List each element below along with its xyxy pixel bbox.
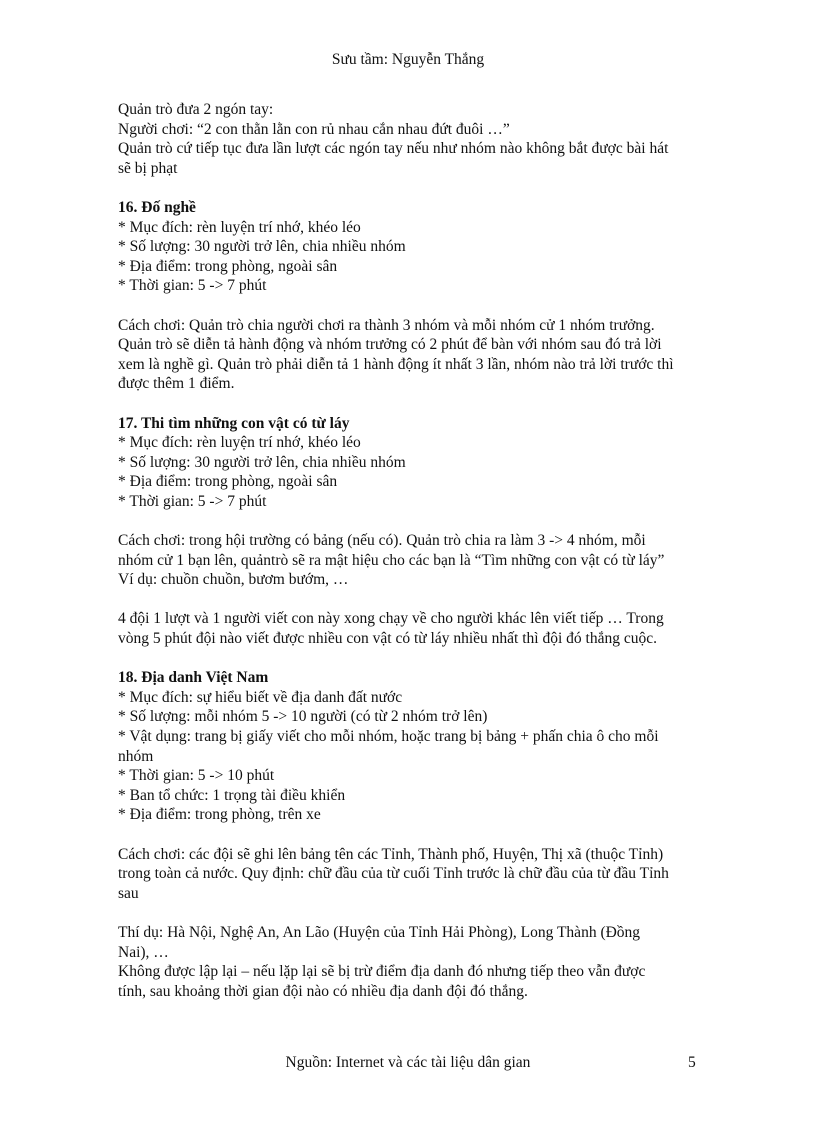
text-line: * Địa điểm: trong phòng, trên xe (118, 806, 321, 824)
text-line: nhóm (118, 747, 154, 765)
text-line: * Địa điểm: trong phòng, ngoài sân (118, 257, 338, 275)
text-line: Quản trò sẽ diễn tả hành động và nhóm trưởng có 2 phút để bàn với nhóm sau đó trả lời (118, 336, 662, 354)
text-line: * Số lượng: 30 người trở lên, chia nhiều nhóm (118, 453, 406, 471)
text-line: * Thời gian: 5 -> 7 phút (118, 492, 267, 510)
text-line: * Số lượng: mỗi nhóm 5 -> 10 người (có từ 2 nhóm trở lên) (118, 708, 488, 726)
section-heading: 16. Đố nghề (118, 198, 196, 216)
page-number: 5 (688, 1054, 696, 1071)
text-line: Nai), … (118, 943, 169, 961)
paragraph (118, 316, 700, 394)
paragraph-gap (118, 649, 700, 669)
text-line: nhóm cử 1 bạn lên, quảntrò sẽ ra mật hiệu cho các bạn là “Tìm những con vật có từ láy” (118, 551, 665, 569)
text-line: Không được lập lại – nếu lặp lại sẽ bị trừ điểm địa danh đó nhưng tiếp theo vẫn được (118, 963, 646, 981)
text-line: * Số lượng: 30 người trở lên, chia nhiều nhóm (118, 238, 406, 256)
page-header: Sưu tầm: Nguyễn Thắng (331, 51, 485, 68)
paragraph (118, 845, 700, 904)
footer-source-text: Nguồn: Internet và các tài liệu dân gian (285, 1054, 531, 1071)
text-line: Cách chơi: Quản trò chia người chơi ra thành 3 nhóm và mỗi nhóm cử 1 nhóm trưởng. (118, 316, 655, 334)
text-line: * Vật dụng: trang bị giấy viết cho mỗi nhóm, hoặc trang bị bảng + phấn chia ô cho mỗi (118, 728, 659, 745)
text-line: Quản trò đưa 2 ngón tay: (118, 101, 274, 118)
paragraph (118, 688, 700, 825)
text-line: * Ban tổ chức: 1 trọng tài điều khiển (118, 786, 346, 804)
text-line: * Thời gian: 5 -> 10 phút (118, 767, 275, 785)
paragraph-gap (118, 903, 700, 923)
text-line: trong toàn cả nước. Quy định: chữ đầu của từ cuối Tỉnh trước là chữ đầu của từ đầu Tỉnh (118, 865, 669, 883)
text-line: Ví dụ: chuồn chuồn, bươm bướm, … (118, 571, 349, 589)
text-line: Quản trò cứ tiếp tục đưa lần lượt các ngón tay nếu như nhóm nào không bắt được bài hát (118, 140, 669, 158)
paragraph-gap (118, 590, 700, 610)
text-line: * Mục đích: rèn luyện trí nhớ, khéo léo (118, 218, 361, 236)
text-line: sau (118, 884, 139, 902)
text-line: Cách chơi: trong hội trường có bảng (nếu có). Quản trò chia ra làm 3 -> 4 nhóm, mỗi (118, 532, 646, 550)
paragraph (118, 531, 700, 590)
text-line: * Mục đích: rèn luyện trí nhớ, khéo léo (118, 434, 361, 452)
text-line: Thí dụ: Hà Nội, Nghệ An, An Lão (Huyện của Tỉnh Hải Phòng), Long Thành (Đồng (118, 923, 641, 941)
paragraph (118, 923, 700, 1001)
paragraph-gap (118, 178, 700, 198)
paragraph (118, 609, 700, 648)
text-line: được thêm 1 điểm. (118, 375, 235, 393)
text-line: xem là nghề gì. Quản trò phải diễn tả 1 hành động ít nhất 3 lần, nhóm nào trả lời trước thì (118, 355, 674, 373)
section-heading: 17. Thi tìm những con vật có từ láy (118, 414, 350, 432)
paragraph-gap (118, 825, 700, 845)
text-line: Người chơi: “2 con thằn lằn con rủ nhau cắn nhau đứt đuôi …” (118, 120, 510, 138)
text-line: 4 đội 1 lượt và 1 người viết con này xong chạy về cho người khác lên viết tiếp … Trong (118, 610, 664, 628)
section-heading: 18. Địa danh Việt Nam (118, 669, 269, 687)
text-line: * Thời gian: 5 -> 7 phút (118, 277, 267, 295)
text-line: vòng 5 phút đội nào viết được nhiều con vật có từ láy nhiều nhất thì đội đó thắng cuộc. (118, 630, 657, 648)
paragraph (118, 433, 700, 511)
text-line: Cách chơi: các đội sẽ ghi lên bảng tên các Tỉnh, Thành phố, Huyện, Thị xã (thuộc Tỉnh) (118, 845, 664, 863)
text-line: * Mục đích: sự hiểu biết về địa danh đất nước (118, 688, 403, 706)
text-line: tính, sau khoảng thời gian đội nào có nhiều địa danh đội đó thắng. (118, 982, 528, 1000)
paragraph-gap (118, 394, 700, 414)
text-line: sẽ bị phạt (118, 159, 178, 177)
paragraph-gap (118, 511, 700, 531)
paragraph (118, 100, 700, 178)
page-content (118, 100, 700, 1001)
paragraph (118, 218, 700, 296)
text-line: * Địa điểm: trong phòng, ngoài sân (118, 473, 338, 491)
paragraph-gap (118, 296, 700, 316)
